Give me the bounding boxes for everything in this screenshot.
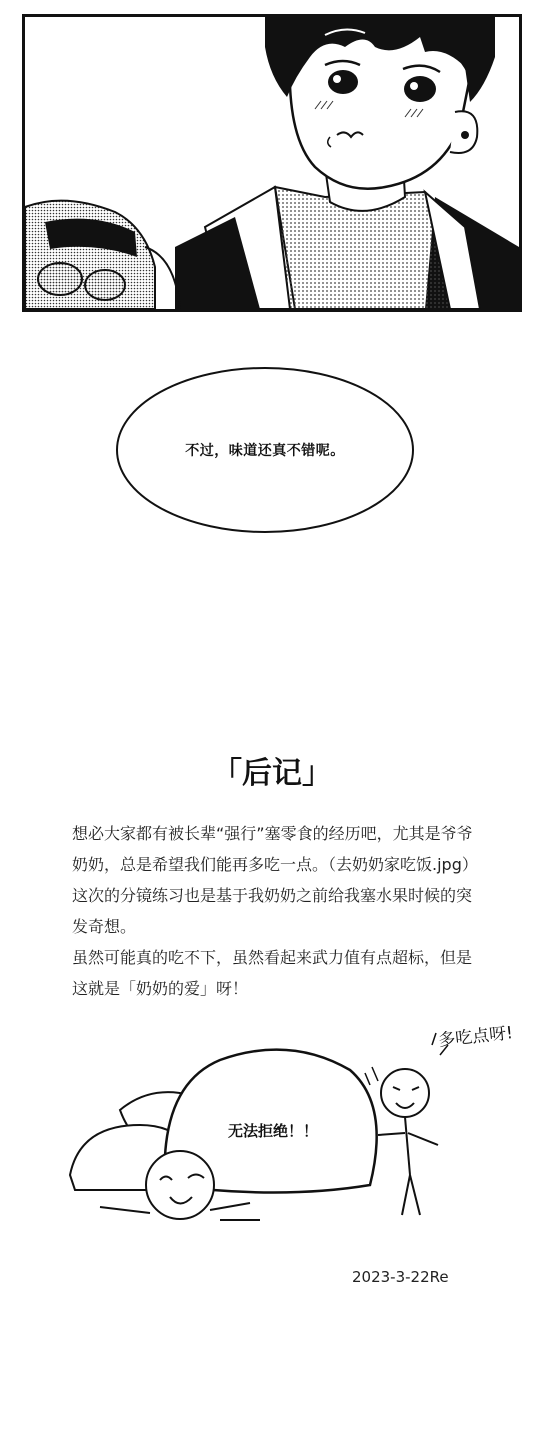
speech-bubble — [110, 360, 420, 540]
manga-panel — [22, 14, 522, 312]
manga-panel-art — [25, 17, 519, 309]
afterword-paragraph: 虽然可能真的吃不下，虽然看起来武力值有点超标，但是这就是「奶奶的爱」呀！ — [72, 948, 473, 998]
afterword-title: 「后记」 — [212, 756, 332, 791]
date-signature: 2023-3-22Re — [352, 1268, 449, 1286]
afterword-body — [72, 818, 482, 1004]
afterword-paragraph: 想必大家都有被长辈“强行”塞零食的经历吧，尤其是爷爷奶奶，总是希望我们能再多吃一点。（去奶奶家吃饭.jpg）这次的分镜练习也是基于我奶奶之前给我塞水果时候的突发奇想。 — [72, 824, 478, 936]
blob-text: 无法拒绝！！ — [228, 1122, 319, 1140]
speech-bubble-text: 不过，味道还真不错呢。 — [185, 443, 345, 459]
shout-text: 多吃点呀! — [437, 1023, 514, 1051]
